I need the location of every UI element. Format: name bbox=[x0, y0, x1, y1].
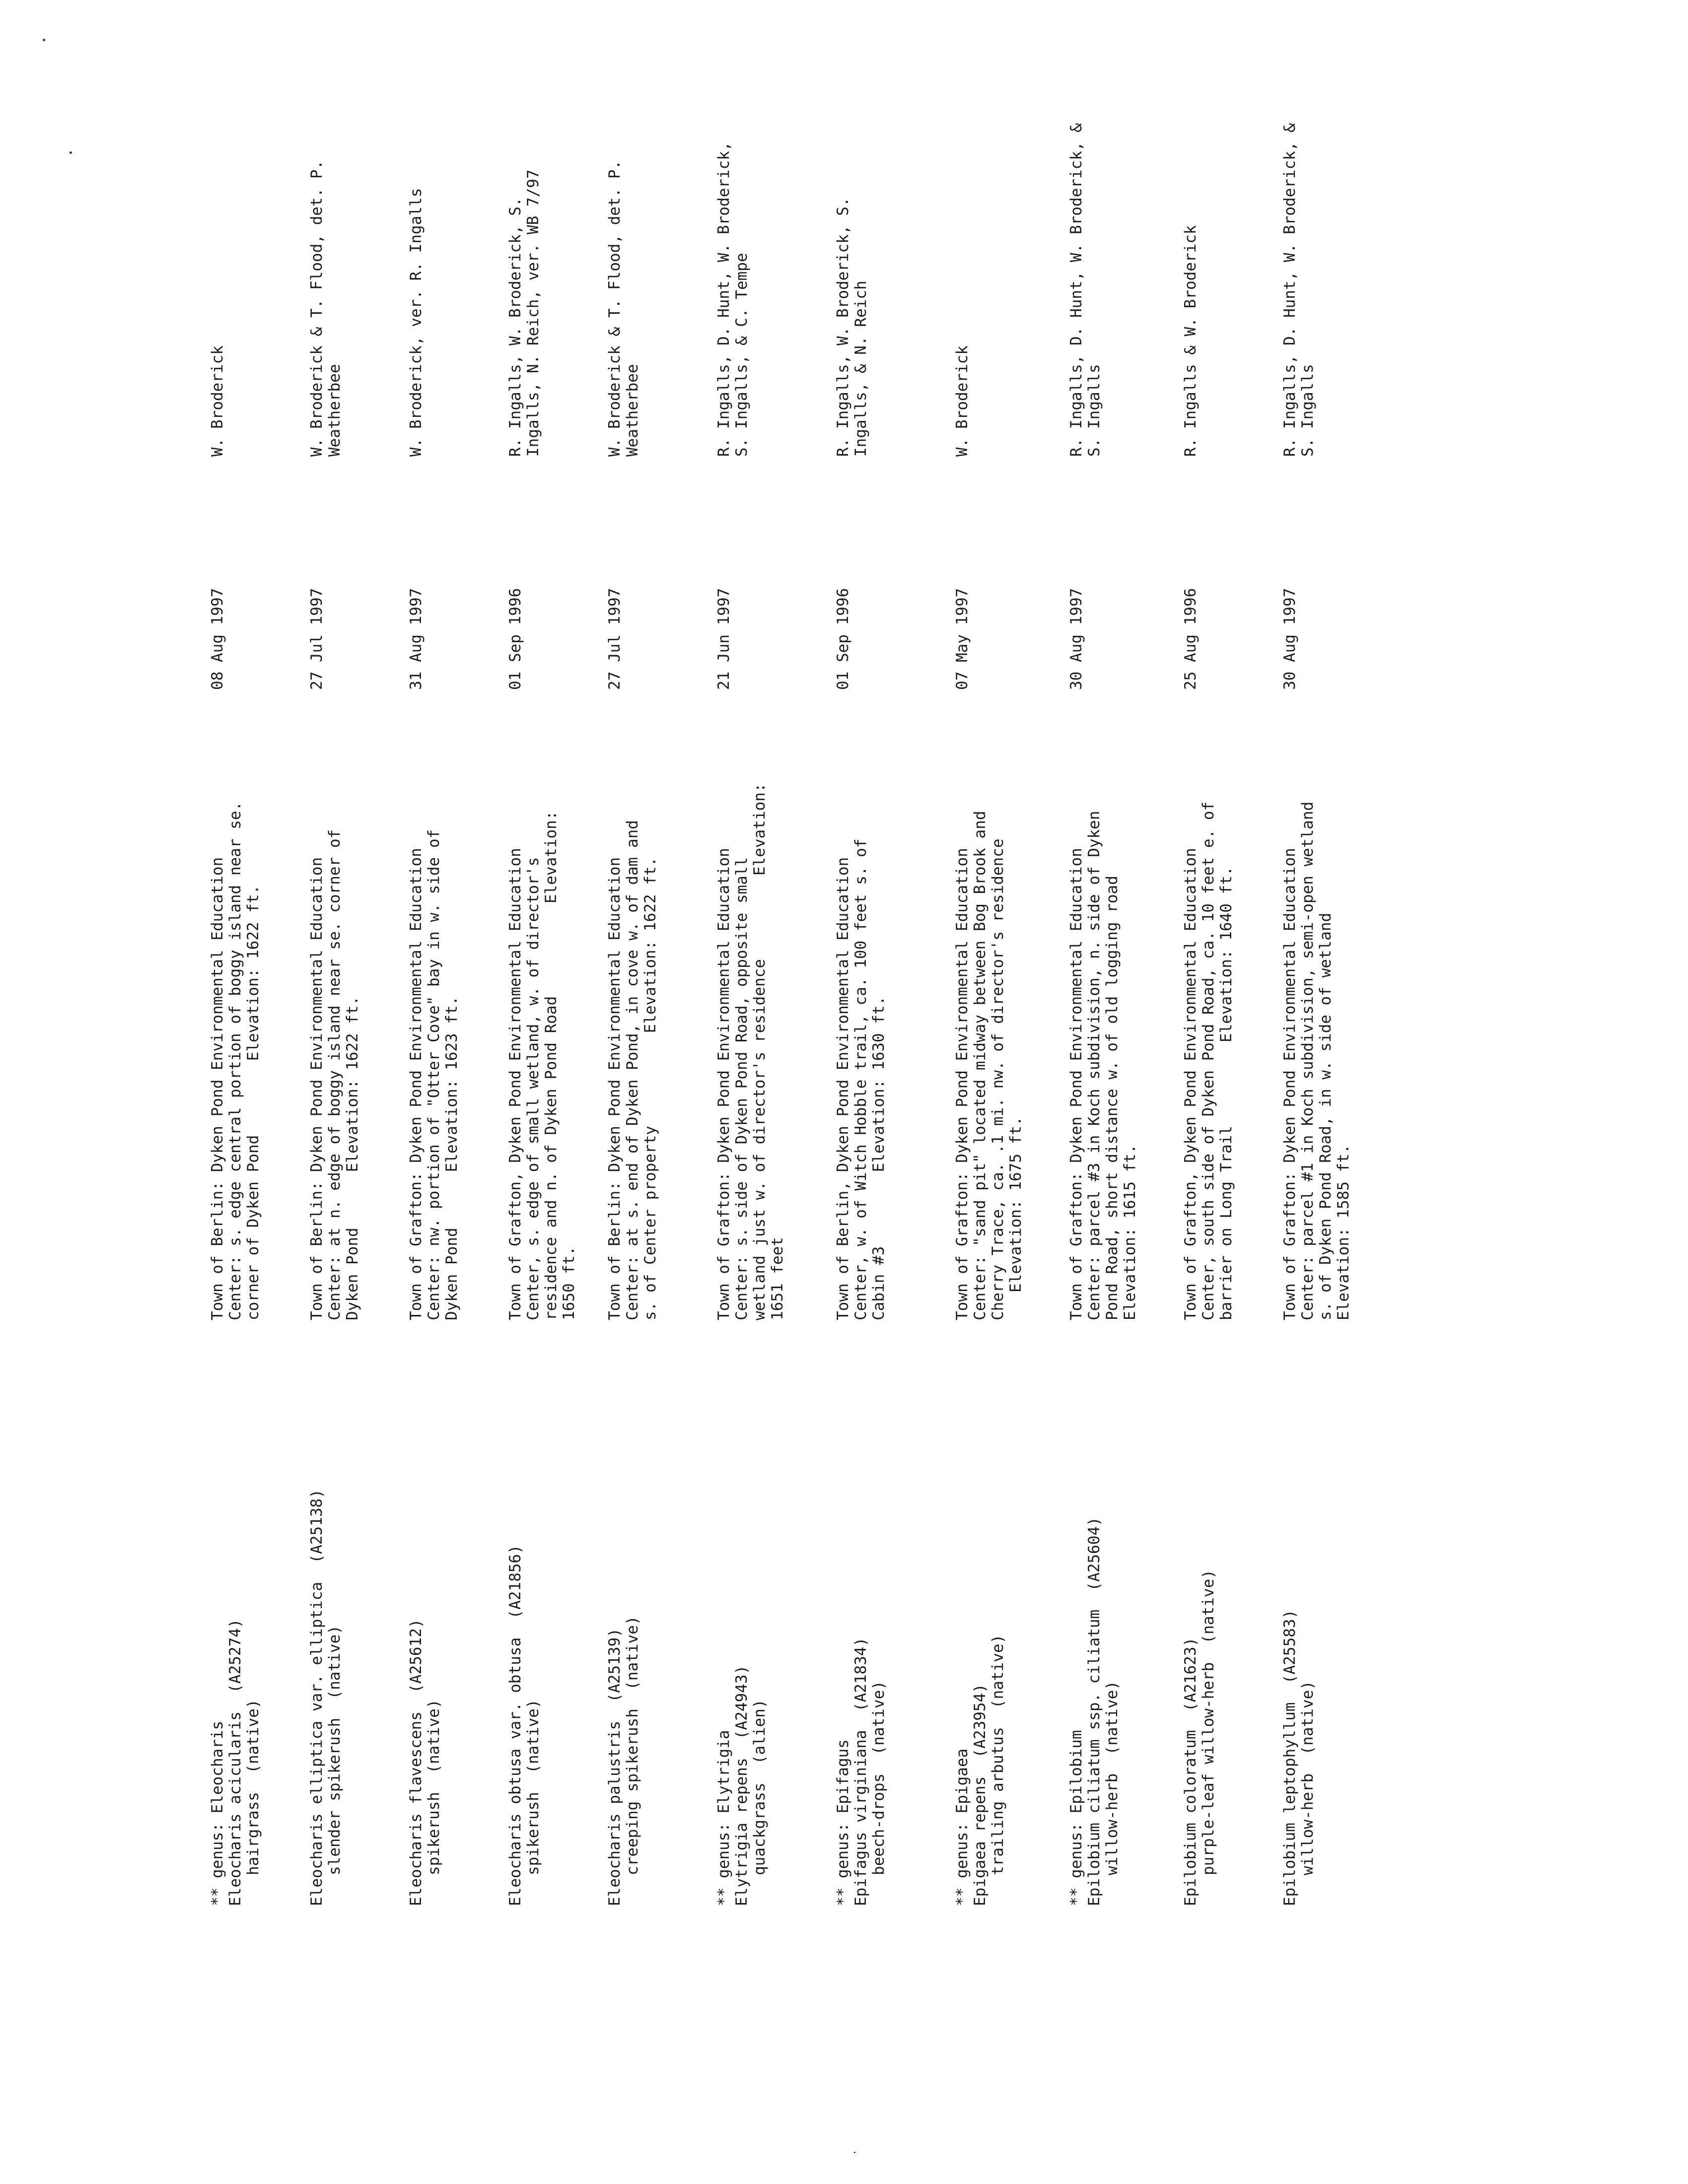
collection-date: 25 Aug 1996 bbox=[1182, 588, 1199, 690]
location-line: Elevation: 1615 ft. bbox=[1121, 1144, 1139, 1320]
rotated-species-list bbox=[149, 50, 1559, 1906]
location-line: Pond Road, short distance w. of old logging road bbox=[1103, 876, 1121, 1320]
location-line: Center: s. side of Dyken Pond Road, opposite small bbox=[733, 857, 751, 1320]
location-line: Town of Berlin: Dyken Pond Environmental Education bbox=[308, 857, 326, 1320]
location-line: Cherry Trace, ca. .1 mi. nw. of director's residence bbox=[989, 838, 1007, 1320]
genus-header: ** genus: Eleocharis bbox=[209, 1720, 226, 1906]
collection-date: 21 Jun 1997 bbox=[715, 588, 733, 690]
collector-column bbox=[1067, 60, 1103, 457]
collection-date: 01 Sep 1996 bbox=[506, 588, 524, 690]
scan-speck bbox=[70, 151, 72, 154]
location-line: s. of Dyken Pond Road, in w. side of wetland bbox=[1317, 912, 1335, 1320]
location-line: corner of Dyken Pond Elevation: 1622 ft. bbox=[244, 885, 262, 1320]
scientific-name: Epigaea repens (A23954) bbox=[971, 1684, 989, 1906]
collection-date: 30 Aug 1997 bbox=[1281, 588, 1299, 690]
collector-column bbox=[1281, 60, 1317, 457]
common-name: quackgrass (alien) bbox=[751, 1699, 769, 1875]
collection-date: 27 Jul 1997 bbox=[308, 588, 326, 690]
location-line: Center, s. edge of small wetland, w. of director's bbox=[524, 857, 542, 1320]
location-line: Center: s. edge central portion of boggy island near se. bbox=[226, 801, 244, 1320]
genus-header: ** genus: Epifagus bbox=[834, 1739, 852, 1906]
collection-date: 31 Aug 1997 bbox=[407, 588, 425, 690]
collector-line: W. Broderick, ver. R. Ingalls bbox=[407, 188, 425, 457]
species-column bbox=[715, 1355, 769, 1906]
collector-column bbox=[308, 60, 344, 457]
location-line: wetland just w. of director's residence Elevation: bbox=[751, 783, 769, 1320]
location-line: Town of Grafton, Dyken Pond Environmental Education bbox=[1182, 848, 1199, 1320]
location-column bbox=[834, 735, 888, 1320]
collection-date: 27 Jul 1997 bbox=[606, 588, 624, 690]
location-column bbox=[1182, 735, 1235, 1320]
location-line: Town of Grafton: Dyken Pond Environmental Education bbox=[715, 848, 733, 1320]
location-column bbox=[606, 735, 659, 1320]
location-line: Town of Grafton: Dyken Pond Environmental Education bbox=[1067, 848, 1085, 1320]
location-column bbox=[506, 735, 578, 1320]
collection-date: 01 Sep 1996 bbox=[834, 588, 852, 690]
collector-line: S. Ingalls bbox=[1085, 364, 1103, 457]
location-line: Elevation: 1675 ft. bbox=[1007, 1116, 1025, 1320]
collector-column bbox=[606, 60, 641, 457]
common-name: creeping spikerush (native) bbox=[624, 1616, 641, 1875]
collector-column bbox=[407, 60, 425, 457]
collector-line: W. Broderick bbox=[209, 345, 226, 457]
location-line: 1650 ft. bbox=[560, 1246, 578, 1320]
collector-line: W. Broderick & T. Flood, det. P. bbox=[606, 160, 624, 457]
common-name: spikerush (native) bbox=[524, 1699, 542, 1875]
genus-header: ** genus: Elytrigia bbox=[715, 1730, 733, 1906]
common-name: willow-herb (native) bbox=[1299, 1681, 1317, 1875]
location-line: Town of Berlin, Dyken Pond Environmental Education bbox=[834, 857, 852, 1320]
scientific-name: Epilobium ciliatum ssp. ciliatum (A25604) bbox=[1085, 1517, 1103, 1906]
location-line: Center, w. of Witch Hobble trail, ca. 100 feet s. of bbox=[852, 838, 870, 1320]
scientific-name: Eleocharis flavescens (A25612) bbox=[407, 1619, 425, 1906]
collector-column bbox=[834, 60, 870, 457]
collector-line: S. Ingalls, & C. Tempe bbox=[733, 253, 751, 457]
location-line: Center: parcel #3 in Koch subdivision, n. side of Dyken bbox=[1085, 811, 1103, 1320]
location-column bbox=[308, 735, 361, 1320]
location-line: s. of Center property Elevation: 1622 ft. bbox=[641, 857, 659, 1320]
collection-date: 07 May 1997 bbox=[953, 588, 971, 690]
scientific-name: Epifagus virginiana (A21834) bbox=[852, 1637, 870, 1906]
location-column bbox=[1067, 735, 1139, 1320]
location-line: Town of Grafton: Dyken Pond Environmental Education bbox=[1281, 848, 1299, 1320]
collector-column bbox=[506, 60, 542, 457]
collector-column bbox=[1182, 60, 1199, 457]
scan-speck bbox=[854, 2152, 855, 2153]
location-line: Center: "sand pit" located midway between Bog Brook and bbox=[971, 811, 989, 1320]
collector-line: R. Ingalls, D. Hunt, W. Broderick, & bbox=[1281, 123, 1299, 457]
collector-line: R. Ingalls, W. Broderick, S. bbox=[506, 197, 524, 457]
collection-date: 08 Aug 1997 bbox=[209, 588, 226, 690]
genus-header: ** genus: Epigaea bbox=[953, 1748, 971, 1906]
collector-column bbox=[953, 60, 971, 457]
genus-header: ** genus: Epilobium bbox=[1067, 1730, 1085, 1906]
location-line: Elevation: 1585 ft. bbox=[1335, 1144, 1352, 1320]
location-line: residence and n. of Dyken Pond Road Elevation: bbox=[542, 811, 560, 1320]
species-column bbox=[209, 1355, 262, 1906]
species-column bbox=[1067, 1355, 1121, 1906]
species-column bbox=[953, 1355, 1007, 1906]
location-line: Town of Grafton, Dyken Pond Environmental Education bbox=[506, 848, 524, 1320]
species-column bbox=[506, 1355, 542, 1906]
location-line: Center: at s. end of Dyken Pond, in cove w. of dam and bbox=[624, 820, 641, 1320]
scientific-name: Epilobium coloratum (A21623) bbox=[1182, 1637, 1199, 1906]
scientific-name: Eleocharis acicularis (A25274) bbox=[226, 1619, 244, 1906]
location-column bbox=[209, 735, 262, 1320]
location-line: Dyken Pond Elevation: 1622 ft. bbox=[344, 996, 361, 1320]
location-column bbox=[953, 735, 1025, 1320]
collector-line: R. Ingalls, D. Hunt, W. Broderick, bbox=[715, 141, 733, 457]
species-column bbox=[308, 1355, 344, 1906]
location-column bbox=[407, 735, 461, 1320]
common-name: beech-drops (native) bbox=[870, 1681, 888, 1875]
collector-line: R. Ingalls, D. Hunt, W. Broderick, & bbox=[1067, 123, 1085, 457]
common-name: trailing arbutus (native) bbox=[989, 1634, 1007, 1875]
location-line: Center: nw. portion of "Otter Cove" bay in w. side of bbox=[425, 829, 443, 1320]
location-line: Cabin #3 Elevation: 1630 ft. bbox=[870, 996, 888, 1320]
collector-line: R. Ingalls & W. Broderick bbox=[1182, 225, 1199, 457]
species-column bbox=[1182, 1355, 1217, 1906]
collector-line: W. Broderick & T. Flood, det. P. bbox=[308, 160, 326, 457]
location-line: Town of Berlin: Dyken Pond Environmental Education bbox=[606, 857, 624, 1320]
collector-line: Ingalls, & N. Reich bbox=[852, 280, 870, 457]
collector-line: Ingalls, N. Reich, ver. WB 7/97 bbox=[524, 169, 542, 457]
common-name: willow-herb (native) bbox=[1103, 1681, 1121, 1875]
location-line: Center: at n. edge of boggy island near se. corner of bbox=[326, 829, 344, 1320]
scientific-name: Eleocharis elliptica var. elliptica (A25138) bbox=[308, 1489, 326, 1906]
collector-line: Weatherbee bbox=[326, 364, 344, 457]
location-column bbox=[715, 735, 786, 1320]
collection-date: 30 Aug 1997 bbox=[1067, 588, 1085, 690]
common-name: hairgrass (native) bbox=[244, 1699, 262, 1875]
collector-line: R. Ingalls, W. Broderick, S. bbox=[834, 197, 852, 457]
common-name: purple-leaf willow-herb (native) bbox=[1199, 1570, 1217, 1875]
scientific-name: Eleocharis palustris (A25139) bbox=[606, 1628, 624, 1906]
location-line: Center: parcel #1 in Koch subdivision, semi-open wetland bbox=[1299, 801, 1317, 1320]
location-line: Town of Berlin: Dyken Pond Environmental Education bbox=[209, 857, 226, 1320]
common-name: spikerush (native) bbox=[425, 1699, 443, 1875]
location-line: Town of Grafton: Dyken Pond Environmental Education bbox=[953, 848, 971, 1320]
collector-column bbox=[715, 60, 751, 457]
location-line: Dyken Pond Elevation: 1623 ft. bbox=[443, 996, 461, 1320]
collector-column bbox=[209, 60, 226, 457]
location-line: Center, south side of Dyken Pond Road, ca. 10 feet e. of bbox=[1199, 801, 1217, 1320]
collector-line: S. Ingalls bbox=[1299, 364, 1317, 457]
location-line: 1651 feet bbox=[769, 1237, 786, 1320]
scientific-name: Eleocharis obtusa var. obtusa (A21856) bbox=[506, 1545, 524, 1906]
species-column bbox=[834, 1355, 888, 1906]
species-column bbox=[407, 1355, 443, 1906]
scientific-name: Epilobium leptophyllum (A25583) bbox=[1281, 1609, 1299, 1906]
scientific-name: Elytrigia repens (A24943) bbox=[733, 1665, 751, 1906]
scan-speck bbox=[43, 39, 45, 41]
location-column bbox=[1281, 735, 1352, 1320]
collector-line: Weatherbee bbox=[624, 364, 641, 457]
common-name: slender spikerush (native) bbox=[326, 1625, 344, 1875]
collector-line: W. Broderick bbox=[953, 345, 971, 457]
species-column bbox=[606, 1355, 641, 1906]
location-line: Town of Grafton: Dyken Pond Environmental Education bbox=[407, 848, 425, 1320]
species-column bbox=[1281, 1355, 1317, 1906]
location-line: barrier on Long Trail Elevation: 1640 ft. bbox=[1217, 866, 1235, 1320]
